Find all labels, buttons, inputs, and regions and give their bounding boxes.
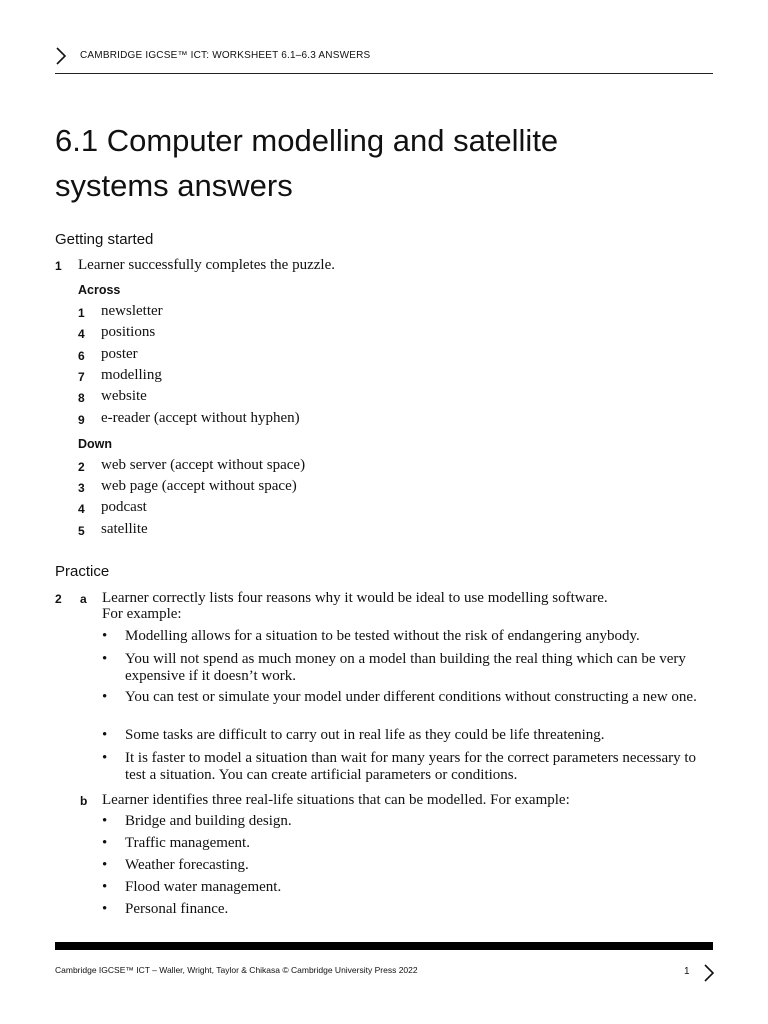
clue-item: [78, 478, 478, 496]
clue-item: [78, 410, 478, 428]
bullet-text: Personal finance.: [125, 901, 229, 917]
bullet-text: Flood water management.: [125, 879, 282, 895]
footer-copyright: Cambridge IGCSE™ ICT – Waller, Wright, Taylor & Chikasa © Cambridge University Press 2022: [55, 965, 418, 975]
clue-item: [78, 346, 478, 364]
section-heading-practice: Practice: [55, 563, 110, 580]
question-number: 1: [55, 259, 62, 273]
clue-item: [78, 303, 478, 321]
bullet-text: It is faster to model a situation than wait for many years for the correct parameters necessary to test a situation. You can create artificial parameters or conditions.: [125, 750, 697, 783]
question-text-line-1: Learner correctly lists four reasons why it would be ideal to use modelling software.: [102, 590, 608, 606]
section-heading-getting-started: Getting started: [55, 231, 154, 248]
across-heading: Across: [78, 283, 121, 297]
footer-rule: [55, 942, 713, 950]
bullet-text: You can test or simulate your model under different conditions without constructing a new one.: [125, 689, 697, 705]
part-label: a: [80, 592, 87, 606]
clue-answer: newsletter: [101, 303, 163, 319]
bullet-text: Bridge and building design.: [125, 813, 292, 829]
question-text: Learner successfully completes the puzzle.: [78, 257, 335, 273]
clue-item: [78, 388, 478, 406]
part-label: b: [80, 794, 88, 808]
bullet-icon: •: [102, 879, 108, 895]
question-2a: [55, 590, 715, 624]
question-number: 2: [55, 592, 62, 606]
clue-item: [78, 457, 478, 475]
clue-number: 7: [78, 370, 85, 384]
clue-answer: web server (accept without space): [101, 457, 306, 473]
clue-number: 6: [78, 349, 85, 363]
clue-number: 3: [78, 481, 85, 495]
bullet-icon: •: [102, 813, 108, 829]
page-title: [55, 118, 715, 208]
clue-answer: satellite: [101, 521, 148, 537]
bullet-icon: •: [102, 628, 108, 644]
clue-answer: website: [101, 388, 147, 404]
bullet-icon: •: [102, 689, 108, 705]
clue-answer: positions: [101, 324, 156, 340]
down-heading: Down: [78, 437, 113, 451]
bullet-text: You will not spend as much money on a model than building the real thing which can be very expensive if it doesn’t work.: [125, 651, 686, 684]
question-text-line-2: For example:: [102, 606, 182, 622]
clue-number: 8: [78, 391, 85, 405]
clue-number: 4: [78, 327, 85, 341]
clue-answer: e-reader (accept without hyphen): [101, 410, 300, 426]
bullet-text: Traffic management.: [125, 835, 250, 851]
chevron-right-icon: [55, 46, 67, 66]
clue-number: 2: [78, 460, 85, 474]
question-2b: [55, 792, 715, 810]
bullet-text: Some tasks are difficult to carry out in real life as they could be life threatening.: [125, 727, 605, 743]
bullet-icon: •: [102, 651, 108, 667]
clue-answer: modelling: [101, 367, 162, 383]
clue-item: [78, 324, 478, 342]
page-title-line-2: systems answers: [55, 168, 293, 203]
page-number: 1: [684, 966, 690, 977]
running-header: [55, 44, 713, 74]
clue-number: 5: [78, 524, 85, 538]
bullet-icon: •: [102, 857, 108, 873]
bullet-icon: •: [102, 835, 108, 851]
question-text: Learner identifies three real-life situations that can be modelled. For example:: [102, 792, 570, 808]
clue-number: 4: [78, 502, 85, 516]
page-title-line-1: 6.1 Computer modelling and satellite: [55, 123, 559, 158]
clue-item: [78, 499, 478, 517]
running-title: CAMBRIDGE IGCSE™ ICT: WORKSHEET 6.1–6.3 ANSWERS: [80, 50, 371, 61]
clue-number: 9: [78, 413, 85, 427]
clue-answer: web page (accept without space): [101, 478, 297, 494]
clue-answer: podcast: [101, 499, 147, 515]
bullet-icon: •: [102, 727, 108, 743]
clue-item: [78, 367, 478, 385]
clue-number: 1: [78, 306, 85, 320]
bullet-text: Weather forecasting.: [125, 857, 249, 873]
bullet-icon: •: [102, 901, 108, 917]
question-1: [55, 257, 715, 275]
clue-answer: poster: [101, 346, 138, 362]
chevron-right-icon[interactable]: [703, 963, 715, 983]
clue-item: [78, 521, 478, 539]
bullet-text: Modelling allows for a situation to be tested without the risk of endangering anybody.: [125, 628, 640, 644]
bullet-icon: •: [102, 750, 108, 766]
question-text: [102, 590, 608, 622]
